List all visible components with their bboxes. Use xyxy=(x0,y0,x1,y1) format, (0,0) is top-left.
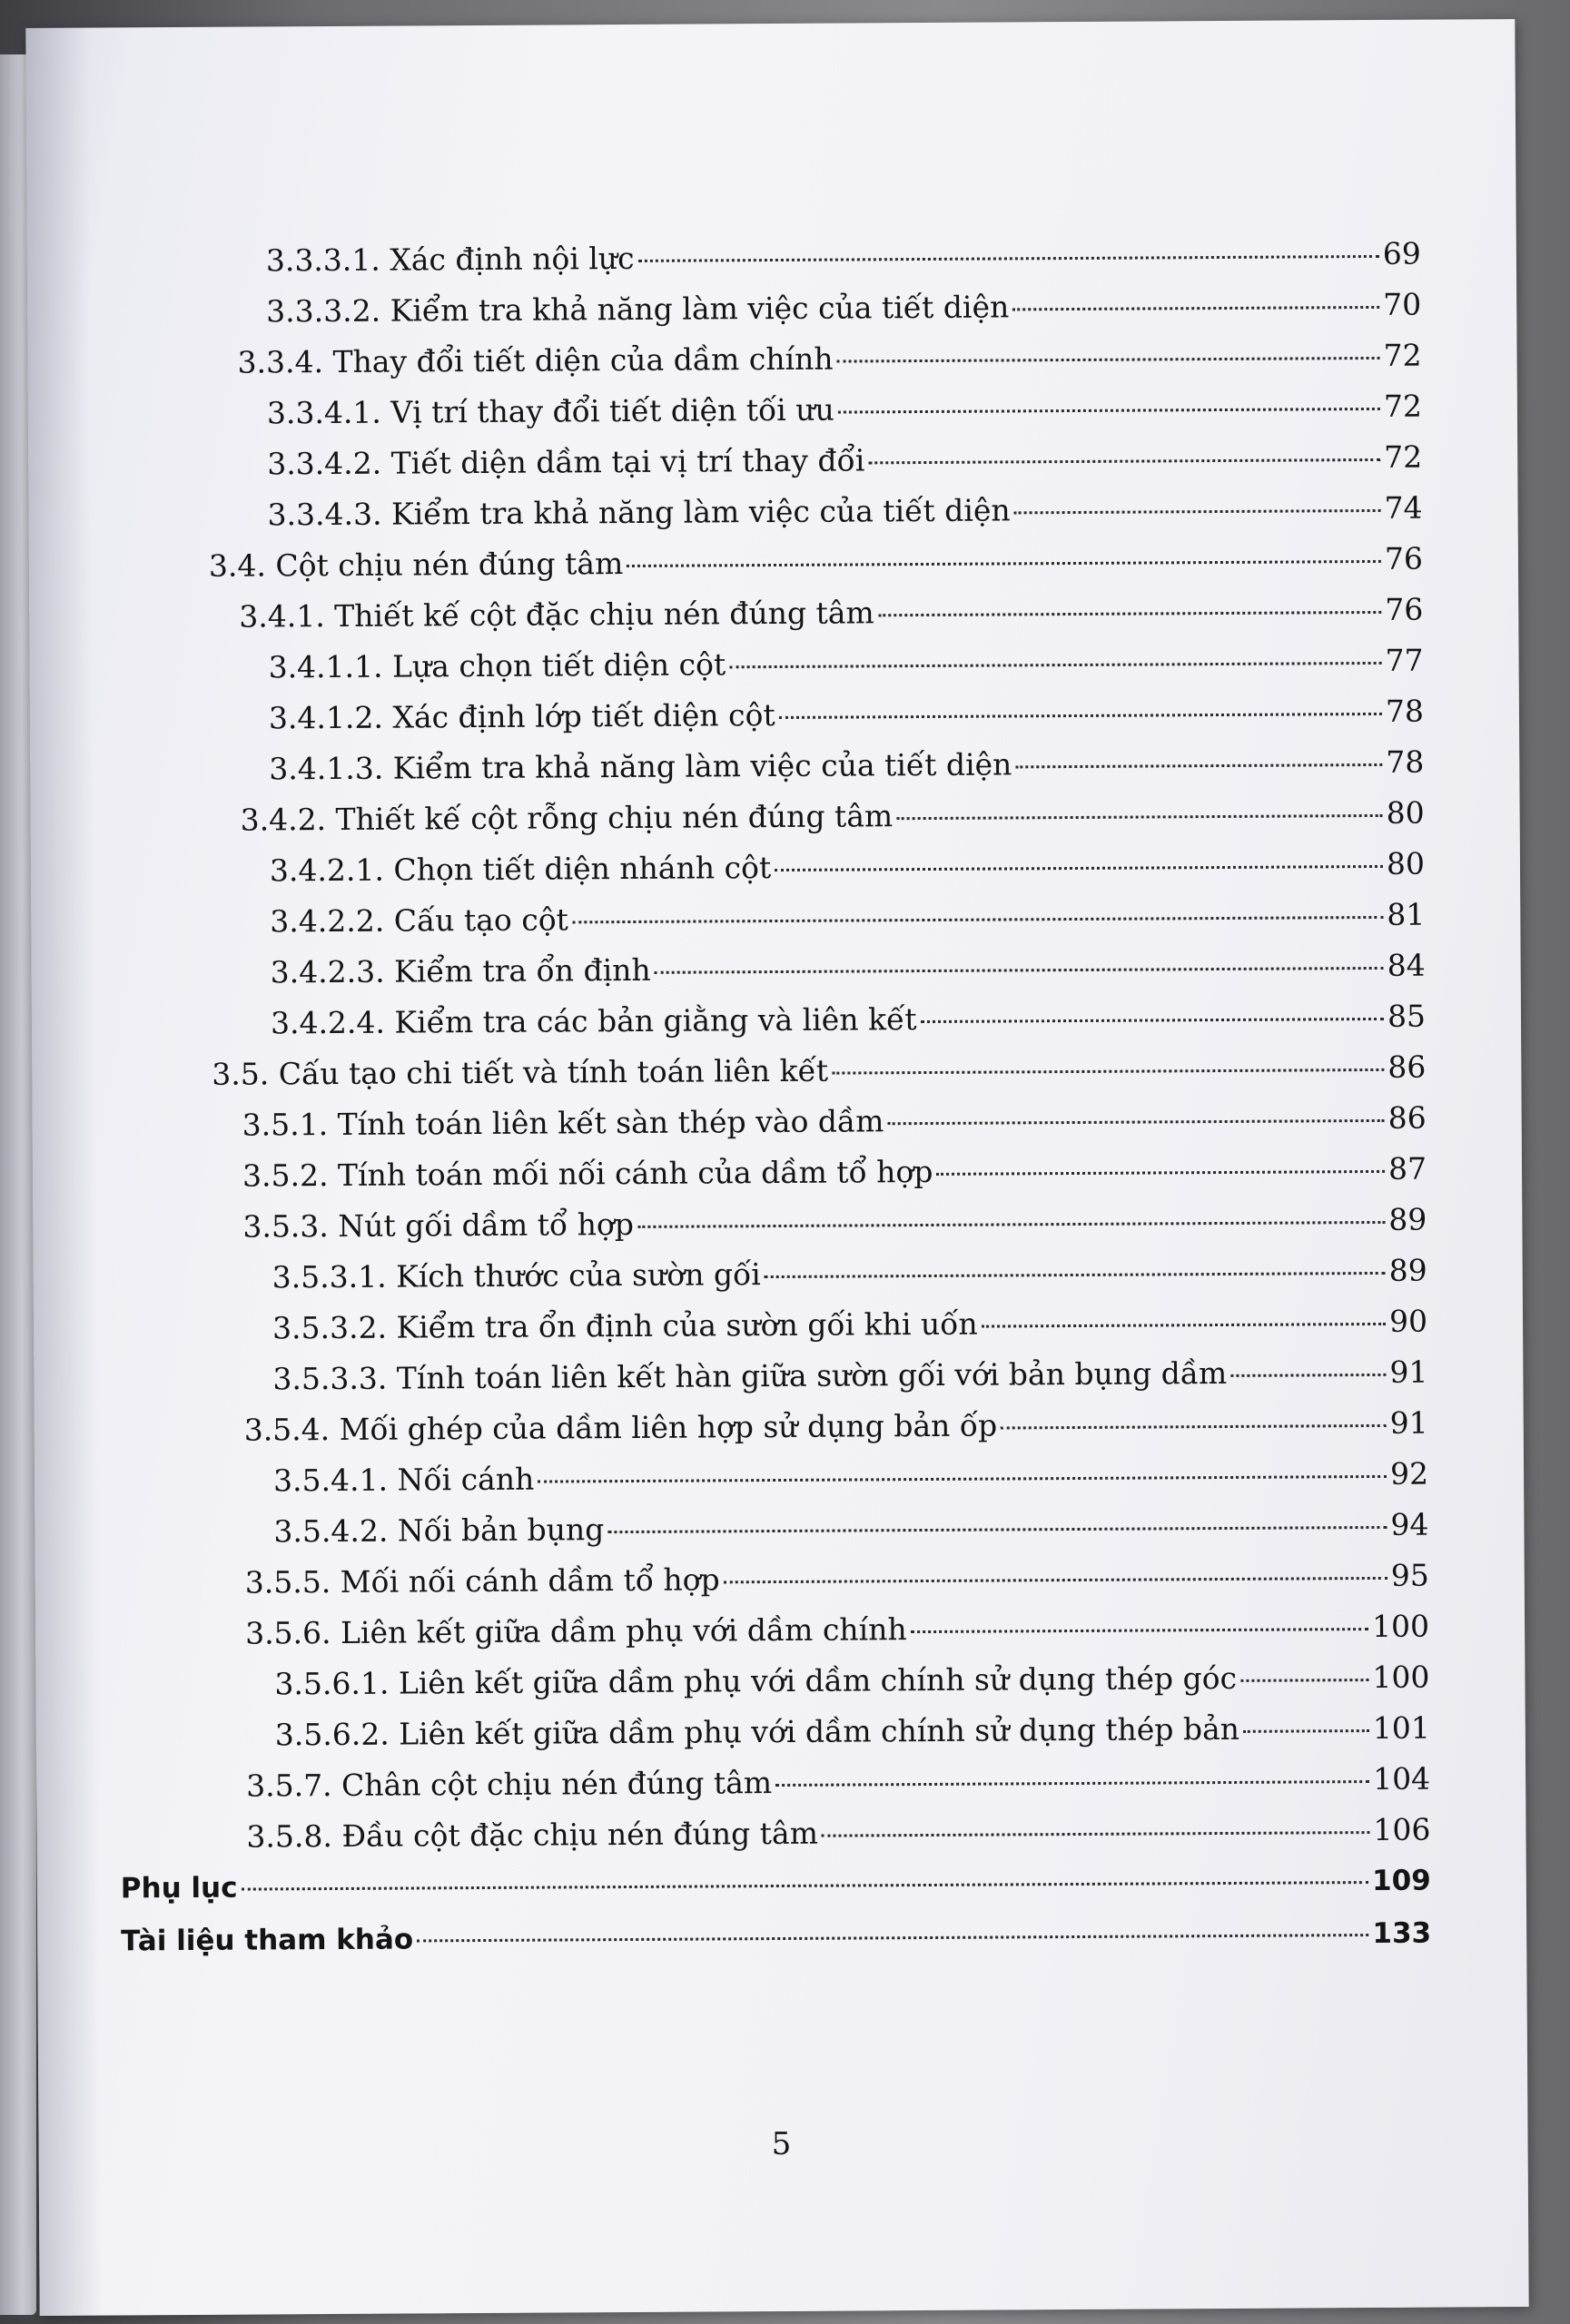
toc-leader-dots xyxy=(888,1119,1385,1125)
toc-entry-page: 87 xyxy=(1387,1150,1427,1187)
toc-entry-appendix[interactable] xyxy=(121,1865,1431,1905)
toc-entry-title: 3.4.2. Thiết kế cột rỗng chịu nén đúng tâm xyxy=(240,798,894,838)
toc-entry-page: 80 xyxy=(1386,845,1426,881)
toc-entry-3-5-4-2[interactable] xyxy=(273,1507,1428,1550)
toc-entry-page: 91 xyxy=(1389,1354,1428,1390)
toc-entry-title: 3.4. Cột chịu nén đúng tâm xyxy=(208,546,624,584)
toc-leader-dots xyxy=(1230,1374,1386,1377)
toc-entry-3-5-4[interactable] xyxy=(244,1405,1428,1448)
toc-leader-dots xyxy=(637,1221,1386,1228)
toc-leader-dots xyxy=(572,916,1383,923)
toc-entry-page: 76 xyxy=(1384,540,1424,576)
toc-leader-dots xyxy=(627,560,1381,567)
toc-entry-title: 3.5.3.3. Tính toán liên kết hàn giữa sườn gối với bản bụng dầm xyxy=(272,1354,1228,1397)
toc-entry-page: 80 xyxy=(1386,794,1425,831)
toc-entry-3-4-2-4[interactable] xyxy=(271,999,1426,1041)
toc-leader-dots xyxy=(242,1881,1369,1891)
toc-entry-page: 106 xyxy=(1373,1811,1431,1848)
toc-entry-3-5-2[interactable] xyxy=(242,1151,1427,1194)
toc-entry-title: 3.5.5. Mối nối cánh dầm tổ hợp xyxy=(244,1561,720,1600)
toc-entry-title: 3.3.3.2. Kiểm tra khả năng làm việc của tiết diện xyxy=(266,289,1010,330)
book-page xyxy=(25,19,1528,2316)
toc-entry-references[interactable] xyxy=(121,1917,1431,1958)
toc-entry-title: 3.4.1.2. Xác định lớp tiết diện cột xyxy=(268,697,775,736)
toc-leader-dots xyxy=(921,1018,1384,1023)
toc-entry-page: 133 xyxy=(1372,1916,1432,1951)
toc-entry-title: 3.3.4.2. Tiết diện dầm tại vị trí thay đổi xyxy=(267,442,865,482)
toc-entry-3-4-1[interactable] xyxy=(239,592,1423,635)
toc-entry-title: 3.5.3. Nút gối dầm tổ hợp xyxy=(242,1206,634,1245)
toc-leader-dots xyxy=(765,1272,1386,1278)
toc-entry-page: 85 xyxy=(1387,998,1427,1034)
toc-entry-page: 101 xyxy=(1372,1709,1430,1747)
toc-entry-page: 89 xyxy=(1388,1252,1427,1288)
toc-entry-page: 95 xyxy=(1390,1557,1429,1593)
toc-entry-3-5-3-3[interactable] xyxy=(272,1354,1427,1397)
toc-entry-page: 92 xyxy=(1389,1455,1429,1492)
toc-leader-dots xyxy=(1001,1424,1387,1430)
toc-leader-dots xyxy=(1012,306,1379,310)
toc-entry-title: 3.5.1. Tính toán liên kết sàn thép vào dầm xyxy=(242,1103,884,1143)
toc-entry-title: 3.5.6.2. Liên kết giữa dầm phụ với dầm chính sử dụng thép bản xyxy=(274,1710,1240,1753)
toc-entry-page: 84 xyxy=(1387,947,1426,983)
toc-entry-title: 3.5.3.1. Kích thước của sườn gối xyxy=(272,1256,761,1295)
toc-entry-3-3-4-3[interactable] xyxy=(267,490,1422,533)
toc-entry-3-5-3-1[interactable] xyxy=(272,1253,1427,1295)
toc-entry-title: 3.5.4. Mối ghép của dầm liên hợp sử dụng bản ốp xyxy=(243,1407,998,1448)
toc-entry-3-4-1-3[interactable] xyxy=(269,744,1424,787)
toc-entry-3-5-6-2[interactable] xyxy=(275,1710,1430,1753)
toc-leader-dots xyxy=(1015,763,1382,768)
toc-entry-3-5-6[interactable] xyxy=(245,1609,1429,1651)
table-of-contents xyxy=(25,19,1528,2316)
toc-entry-title: Tài liệu tham khảo xyxy=(121,1923,414,1958)
toc-entry-3-5-6-1[interactable] xyxy=(274,1659,1429,1702)
toc-entry-page: 81 xyxy=(1387,896,1426,932)
toc-entry-page: 72 xyxy=(1383,337,1422,373)
toc-entry-page: 86 xyxy=(1387,1049,1427,1085)
toc-entry-title: 3.4.2.1. Chọn tiết diện nhánh cột xyxy=(269,850,772,889)
toc-entry-3-5-7[interactable] xyxy=(246,1761,1430,1804)
toc-entry-title: 3.5.3.2. Kiểm tra ổn định của sườn gối khi uốn xyxy=(272,1305,978,1346)
toc-entry-3-3-4-1[interactable] xyxy=(267,389,1422,431)
toc-entry-page: 72 xyxy=(1383,388,1423,424)
toc-entry-page: 76 xyxy=(1385,591,1424,627)
toc-entry-title: 3.5.2. Tính toán mối nối cánh của dầm tổ hợp xyxy=(242,1153,933,1194)
toc-entry-3-3-3-2[interactable] xyxy=(266,287,1421,330)
toc-entry-page: 94 xyxy=(1390,1506,1429,1542)
toc-entry-title: 3.5.7. Chân cột chịu nén đúng tâm xyxy=(246,1765,773,1804)
toc-leader-dots xyxy=(775,1780,1369,1787)
toc-leader-dots xyxy=(982,1323,1386,1328)
toc-leader-dots xyxy=(878,611,1381,616)
toc-entry-3-5-4-1[interactable] xyxy=(273,1456,1428,1499)
toc-leader-dots xyxy=(832,1068,1384,1075)
toc-entry-3-3-4[interactable] xyxy=(237,338,1421,380)
toc-entry-3-4-2-1[interactable] xyxy=(270,846,1425,889)
toc-entry-page: 72 xyxy=(1384,438,1423,475)
toc-entry-3-4-1-1[interactable] xyxy=(269,643,1424,685)
toc-entry-title: 3.5.6. Liên kết giữa dầm phụ với dầm chính xyxy=(245,1611,907,1651)
toc-leader-dots xyxy=(911,1628,1368,1633)
toc-entry-title: 3.5. Cấu tạo chi tiết và tính toán liên kết xyxy=(212,1052,829,1092)
toc-entry-3-5-8[interactable] xyxy=(246,1812,1430,1855)
toc-entry-page: 74 xyxy=(1384,489,1423,526)
toc-entry-3-4-2[interactable] xyxy=(241,795,1425,838)
toc-entry-page: 78 xyxy=(1386,743,1425,780)
toc-leader-dots xyxy=(538,1475,1387,1483)
toc-entry-3-5-3-2[interactable] xyxy=(272,1304,1427,1346)
toc-leader-dots xyxy=(417,1934,1368,1942)
toc-entry-title: 3.3.4. Thay đổi tiết diện của dầm chính xyxy=(237,340,834,380)
toc-leader-dots xyxy=(655,967,1384,974)
toc-leader-dots xyxy=(837,357,1380,363)
toc-leader-dots xyxy=(868,458,1380,464)
toc-entry-title: 3.3.4.1. Vị trí thay đổi tiết diện tối ưu xyxy=(266,391,834,431)
toc-entry-page: 91 xyxy=(1389,1404,1428,1441)
toc-entry-page: 77 xyxy=(1385,642,1424,678)
toc-entry-page: 104 xyxy=(1373,1760,1431,1797)
toc-entry-page: 70 xyxy=(1383,286,1422,322)
toc-leader-dots xyxy=(896,814,1382,820)
toc-entry-title: 3.5.6.1. Liên kết giữa dầm phụ với dầm chính sử dụng thép góc xyxy=(274,1659,1238,1702)
toc-entry-title: 3.4.1.3. Kiểm tra khả năng làm việc của tiết diện xyxy=(269,746,1012,787)
toc-entry-title: 3.5.8. Đầu cột đặc chịu nén đúng tâm xyxy=(246,1815,819,1855)
toc-entry-page: 78 xyxy=(1385,693,1425,729)
toc-entry-3-5-5[interactable] xyxy=(245,1558,1429,1600)
page-number: 5 xyxy=(771,2125,792,2163)
toc-entry-title: 3.4.2.3. Kiểm tra ổn định xyxy=(270,951,651,990)
toc-entry-page: 109 xyxy=(1371,1864,1431,1898)
toc-entry-3-5-1[interactable] xyxy=(242,1100,1427,1143)
toc-leader-dots xyxy=(1014,509,1381,514)
toc-entry-3-4[interactable] xyxy=(209,541,1423,584)
toc-entry-title: 3.4.1.1. Lựa chọn tiết diện cột xyxy=(268,646,726,685)
toc-leader-dots xyxy=(936,1170,1385,1176)
toc-entry-title: 3.3.4.3. Kiểm tra khả năng làm việc của tiết diện xyxy=(267,492,1011,533)
toc-entry-page: 69 xyxy=(1382,235,1421,271)
toc-entry-title: 3.4.1. Thiết kế cột đặc chịu nén đúng tâm xyxy=(239,595,874,635)
toc-entry-title: 3.5.4.2. Nối bản bụng xyxy=(273,1512,605,1550)
toc-leader-dots xyxy=(729,662,1381,668)
toc-leader-dots xyxy=(838,408,1380,414)
toc-entry-3-5[interactable] xyxy=(212,1049,1426,1092)
toc-entry-3-4-1-2[interactable] xyxy=(269,694,1424,736)
toc-entry-page: 100 xyxy=(1371,1608,1430,1645)
toc-entry-3-3-4-2[interactable] xyxy=(267,439,1422,482)
toc-leader-dots xyxy=(775,865,1383,872)
toc-entry-title: Phụ lục xyxy=(120,1871,238,1905)
toc-leader-dots xyxy=(779,713,1382,719)
toc-entry-3-4-2-2[interactable] xyxy=(270,897,1425,940)
toc-entry-page: 89 xyxy=(1388,1201,1427,1237)
toc-leader-dots xyxy=(724,1577,1387,1583)
toc-leader-dots xyxy=(1240,1679,1368,1682)
toc-entry-3-4-2-3[interactable] xyxy=(271,948,1426,990)
toc-entry-3-5-3[interactable] xyxy=(242,1202,1427,1245)
toc-entry-title: 3.4.2.4. Kiểm tra các bản giằng và liên kết xyxy=(270,1001,917,1041)
toc-entry-title: 3.5.4.1. Nối cánh xyxy=(272,1461,535,1499)
toc-entry-page: 90 xyxy=(1388,1303,1428,1339)
toc-entry-3-3-3-1[interactable] xyxy=(266,236,1421,279)
toc-leader-dots xyxy=(1243,1729,1369,1733)
toc-entry-title: 3.3.3.1. Xác định nội lực xyxy=(265,240,635,279)
toc-leader-dots xyxy=(638,255,1379,262)
toc-entry-page: 86 xyxy=(1387,1099,1427,1136)
toc-leader-dots xyxy=(822,1831,1370,1837)
toc-entry-page: 100 xyxy=(1372,1659,1430,1696)
toc-entry-title: 3.4.2.2. Cấu tạo cột xyxy=(270,901,569,940)
toc-leader-dots xyxy=(607,1526,1387,1533)
